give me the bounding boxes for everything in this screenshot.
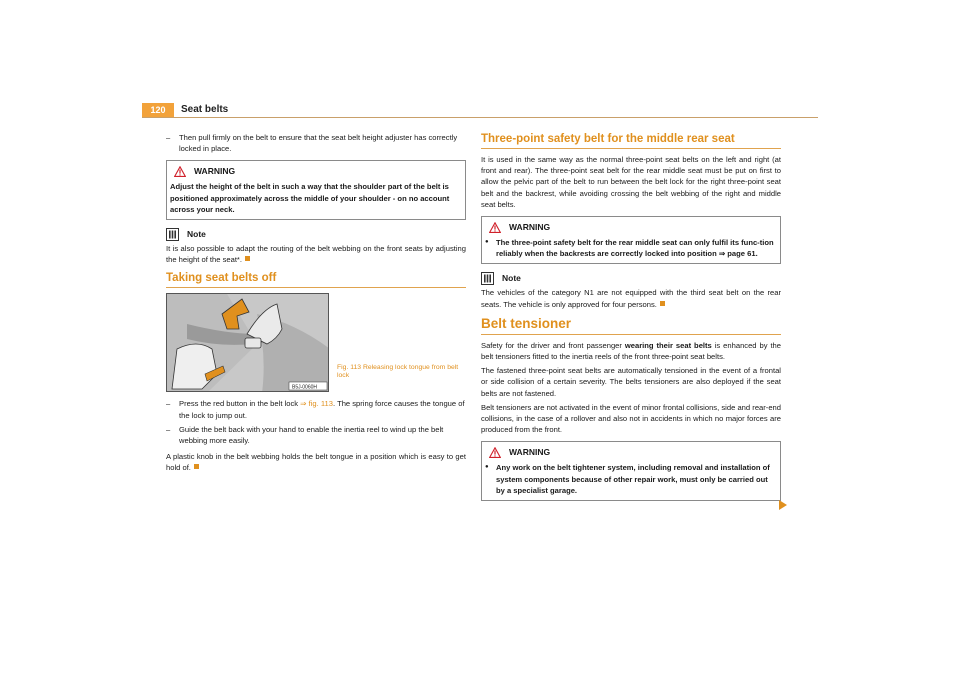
section-title: Three-point safety belt for the middle rear seat — [481, 132, 781, 149]
figure-caption: Fig. 113 Releasing lock tongue from belt lock — [337, 364, 459, 380]
note-icon — [166, 228, 179, 241]
running-head: Seat belts — [181, 104, 229, 115]
note-heading — [166, 227, 466, 242]
header-rule — [142, 117, 818, 118]
note-icon — [481, 272, 494, 285]
belt-release-illustration — [167, 294, 329, 392]
section-title: Taking seat belts off — [166, 271, 466, 288]
warning-triangle-icon — [174, 166, 186, 177]
warning-title: WARNING — [509, 447, 551, 458]
body-paragraph: Safety for the driver and front passenger wearing their seat belts is enhanced by the belt tensioners fitted to the inertia reels of the front three-point seat belts. — [481, 340, 781, 362]
note-text: The vehicles of the category N1 are not equipped with the third seat belt on the rear seats. The vehicle is only approved for four persons. — [481, 288, 781, 309]
note-heading — [481, 271, 781, 286]
note-text: It is also possible to adapt the routing of the belt webbing on the front seats by adjusting the height of the seat*. — [166, 244, 466, 265]
next-page-arrow-icon[interactable] — [779, 500, 787, 510]
figure-image — [166, 293, 329, 392]
figure-reference-link[interactable]: ⇒ fig. 113 — [300, 399, 333, 409]
body-paragraph: A plastic knob in the belt webbing holds the belt tongue in a position which is easy to get hold of. — [166, 452, 466, 473]
warning-triangle-icon — [489, 447, 501, 458]
end-mark-icon — [194, 464, 199, 469]
warning-triangle-icon — [489, 222, 501, 233]
warning-box — [481, 441, 781, 501]
instruction-item: – Guide the belt back with your hand to enable the inertia reel to wind up the belt webbing more easily. — [166, 424, 466, 446]
figure-code: B5J-0060H — [292, 384, 318, 391]
warning-box — [481, 216, 781, 264]
section-title: Belt tensioner — [481, 316, 781, 335]
warning-title: WARNING — [509, 221, 551, 232]
note-title: Note — [502, 273, 521, 284]
end-mark-icon — [660, 301, 665, 306]
instruction-item: – Then pull firmly on the belt to ensure that the seat belt height adjuster has correctly locked in place. — [166, 132, 466, 154]
right-column — [481, 132, 781, 508]
figure — [166, 293, 466, 392]
body-paragraph: It is used in the same way as the normal three-point seat belts on the left and right (at front and rear). The three-point seat belt for the rear middle seat must be put on first to allow the pelvic part of the belt to run between the belt lock for the right three-point seat belt and the backrest, while avoiding crossing the belt webbing of the right and middle seat belts. — [481, 155, 781, 209]
body-paragraph: Belt tensioners are not activated in the event of minor frontal collisions, side and rear-end collisions, in the case of a rollover and also not in accidents in which no major forces are produced from the front. — [481, 402, 781, 435]
end-mark-icon — [245, 256, 250, 261]
warning-text: ● Any work on the belt tightener system, including removal and installation of system components because of other repair work, must only be carried out by a specialist garage. — [485, 462, 776, 496]
instruction-item: – Press the red button in the belt lock ⇒ fig. 113. The spring force causes the tongue of the lock to jump out. — [166, 398, 466, 420]
warning-text: ● The three-point safety belt for the rear middle seat can only fulfil its func-tion reliably when the backrests are correctly locked into position ⇒ page 61. — [485, 237, 776, 259]
warning-title: WARNING — [194, 166, 236, 177]
body-paragraph: The fastened three-point seat belts are automatically tensioned in the event of a frontal or side collision of a certain severity. The belts tensioners are also deployed if the seat belts are not fastened. — [481, 366, 781, 398]
page-number: 120 — [142, 103, 174, 117]
warning-text: Adjust the height of the belt in such a way that the shoulder part of the belt is positioned approximately across the middle of your shoulder - on no account across your neck. — [170, 182, 450, 214]
left-column — [166, 132, 466, 477]
warning-box — [166, 160, 466, 220]
note-title: Note — [187, 228, 206, 239]
